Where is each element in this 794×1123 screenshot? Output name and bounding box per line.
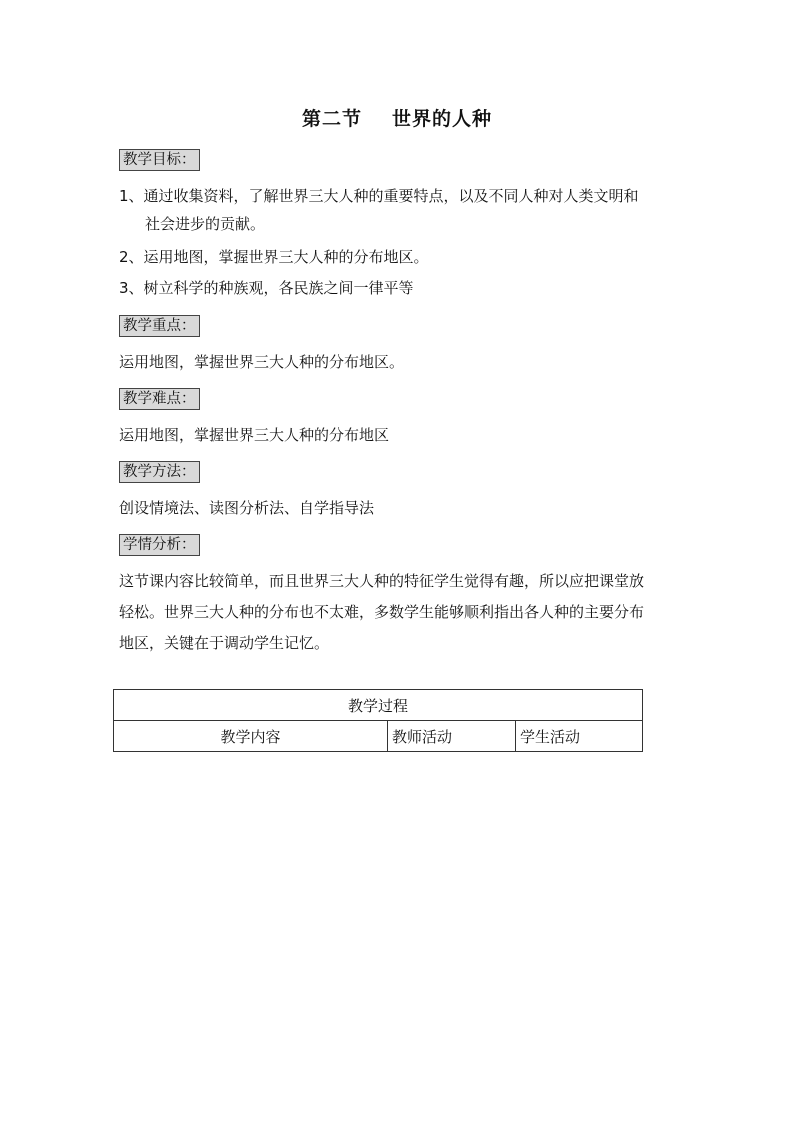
column-teacher-activity: 教师活动 — [388, 721, 516, 752]
column-student-activity: 学生活动 — [516, 721, 643, 752]
analysis-line-1: 这节课内容比较简单，而且世界三大人种的特征学生觉得有趣，所以应把课堂放 — [119, 572, 645, 590]
difficulties-label: 教学难点： — [119, 388, 200, 410]
analysis-line-2: 轻松。世界三大人种的分布也不太难，多数学生能够顺利指出各人种的主要分布 — [119, 603, 645, 621]
title-section: 第二节 — [301, 108, 362, 130]
objectives-label: 教学目标： — [119, 149, 200, 171]
analysis-line-3: 地区，关键在于调动学生记忆。 — [119, 634, 330, 652]
column-teaching-content: 教学内容 — [114, 721, 388, 752]
analysis-label: 学情分析： — [119, 534, 200, 556]
objective-line-1: 1、通过收集资料，了解世界三大人种的重要特点，以及不同人种对人类文明和 — [119, 187, 639, 205]
page-title — [0, 104, 794, 131]
key-points-label: 教学重点： — [119, 315, 200, 337]
table-columns-row — [114, 721, 643, 752]
objective-line-2: 社会进步的贡献。 — [145, 215, 266, 233]
key-points-text: 运用地图，掌握世界三大人种的分布地区。 — [119, 353, 405, 371]
title-name: 世界的人种 — [392, 108, 493, 130]
objective-line-4: 3、树立科学的种族观，各民族之间一律平等 — [119, 279, 414, 297]
table-header-row — [114, 690, 643, 721]
teaching-process-table — [113, 689, 643, 752]
methods-label: 教学方法： — [119, 461, 200, 483]
objective-line-3: 2、运用地图，掌握世界三大人种的分布地区。 — [119, 248, 429, 266]
methods-text: 创设情境法、读图分析法、自学指导法 — [119, 499, 375, 517]
table-header-cell: 教学过程 — [114, 690, 643, 721]
difficulties-text: 运用地图，掌握世界三大人种的分布地区 — [119, 426, 390, 444]
